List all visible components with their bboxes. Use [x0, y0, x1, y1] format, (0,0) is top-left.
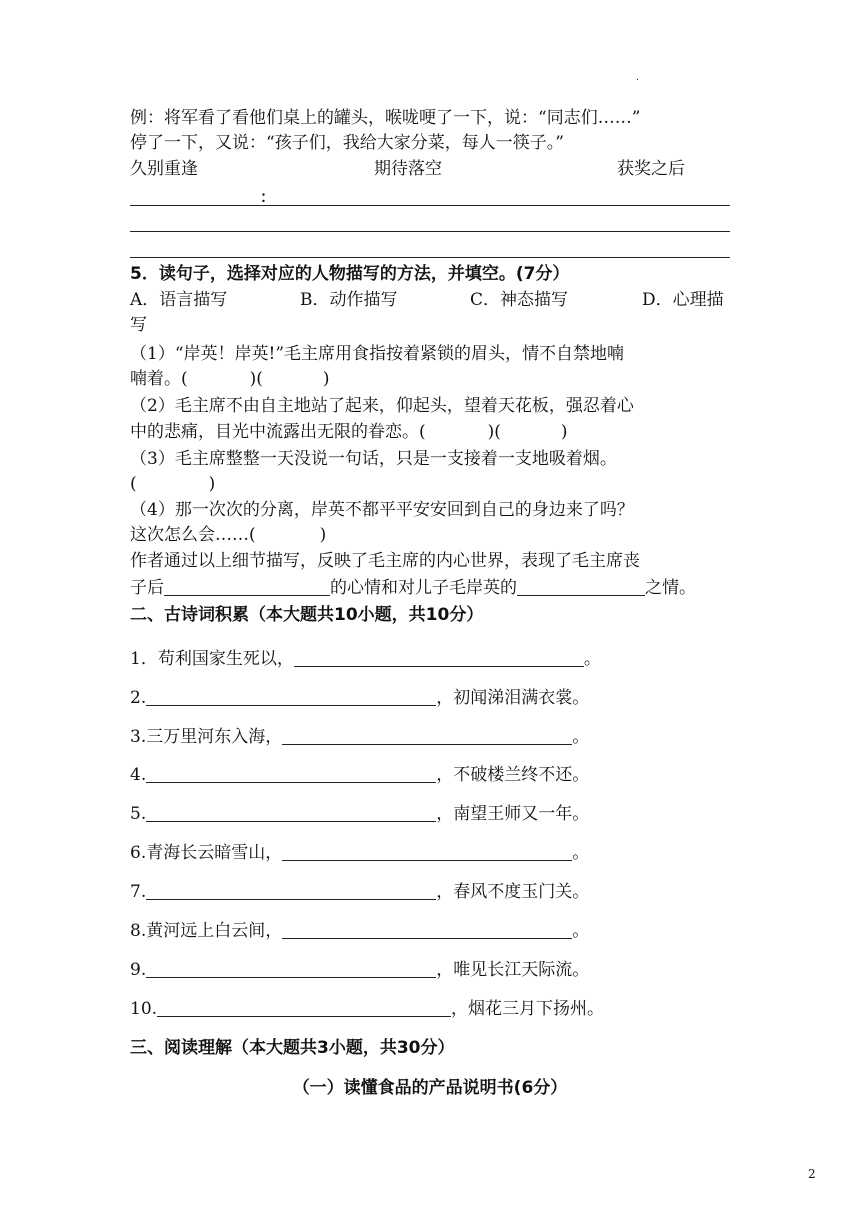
q5-sentence-4a: （4）那一次次的分离，岸英不都平平安安回到自己的身边来了吗？ [130, 500, 634, 520]
poem-item-given-line: 三万里河东入海， [146, 727, 283, 747]
poem-item-given-text: 。 [572, 843, 590, 863]
poem-item-blank[interactable] [146, 961, 436, 978]
q5-s1-text: 喃着。( [130, 369, 188, 389]
q5-summary-blank-1[interactable] [164, 579, 330, 596]
poem-item-blank[interactable] [282, 844, 572, 861]
q5-option-d: D．心理描 [642, 290, 724, 310]
poem-item-blank[interactable] [146, 883, 436, 900]
poem-item-given-text: ，烟花三月下扬州。 [451, 999, 605, 1019]
q5-s1-paren-mid: )( [249, 369, 263, 389]
q5-option-wrap: 写 [130, 315, 147, 335]
poem-item-blank[interactable] [146, 689, 436, 706]
q5-s3-paren-close: ) [208, 474, 216, 494]
poem-item [130, 961, 589, 979]
poem-item [130, 689, 589, 707]
poem-item-number: 3. [130, 727, 147, 747]
top-dot: . [636, 73, 639, 83]
poem-item-number: 5. [130, 804, 147, 824]
poem-item [130, 883, 589, 901]
q5-option-b: B．动作描写 [300, 290, 398, 310]
q5-s3-text: ( [130, 474, 137, 494]
poem-item-number: 10. [130, 999, 158, 1019]
poem-item-number: 8. [130, 921, 147, 941]
poem-item [130, 1000, 604, 1018]
answer-line-1[interactable] [130, 205, 730, 206]
q5-sentence-1a: （1）“岸英！岸英!”毛主席用食指按着紧锁的眉头，情不自禁地喃 [130, 344, 625, 364]
q5-s2-paren-close: ) [560, 422, 568, 442]
poem-item-given-text: 。 [583, 649, 601, 669]
poem-item [130, 922, 589, 940]
q5-sentence-3b [130, 476, 215, 493]
section-3-subtitle: （一）读懂食品的产品说明书(6分） [292, 1078, 568, 1098]
theme-3: 获奖之后 [617, 159, 685, 179]
answer-line-2[interactable] [130, 231, 730, 232]
poem-item [130, 650, 601, 668]
q5-s2-text: 中的悲痛，目光中流露出无限的眷恋。( [130, 422, 426, 442]
q5-sentence-4b [130, 527, 326, 544]
poem-item-number: 4. [130, 765, 147, 785]
poem-item [130, 766, 589, 784]
poem-item-given-text: ，唯见长江天际流。 [436, 960, 590, 980]
q5-sentence-2a: （2）毛主席不由自主地站了起来，仰起头，望着天花板，强忍着心 [130, 396, 634, 416]
poem-item-number: 9. [130, 960, 147, 980]
page-number: 2 [808, 1167, 816, 1181]
poem-item-blank[interactable] [294, 650, 584, 667]
poem-item [130, 728, 589, 746]
q5-s4-paren-close: ) [319, 525, 327, 545]
poem-item-blank[interactable] [157, 1000, 451, 1017]
poem-item-given-text: 。 [572, 727, 590, 747]
q5-summary-blank-2[interactable] [517, 579, 645, 596]
q5-s1-paren-close: ) [322, 369, 330, 389]
example-line-2: 停了一下，又说：“孩子们，我给大家分菜，每人一筷子。” [130, 133, 564, 153]
example-line-1: 例：将军看了看他们桌上的罐头，喉咙哽了一下，说：“同志们……” [130, 108, 641, 128]
poem-item [130, 844, 589, 862]
q5-sentence-3a: （3）毛主席整整一天没说一句话，只是一支接着一支地吸着烟。 [130, 449, 617, 469]
poem-item-given-text: ，不破楼兰终不还。 [436, 765, 590, 785]
poem-item-number: 7. [130, 882, 147, 902]
theme-2: 期待落空 [374, 159, 442, 179]
poem-item-blank[interactable] [282, 728, 572, 745]
q5-s2-paren-mid: )( [487, 422, 501, 442]
poem-item-blank[interactable] [146, 766, 436, 783]
poem-item [130, 805, 589, 823]
q5-option-c: C．神态描写 [470, 290, 569, 310]
q5-sentence-1b [130, 371, 330, 388]
q5-summary-1: 作者通过以上细节描写，反映了毛主席的内心世界，表现了毛主席丧 [130, 551, 640, 571]
answer-line-3[interactable] [130, 257, 730, 258]
q5-title: 5．读句子，选择对应的人物描写的方法，并填空。(7分） [130, 264, 570, 284]
poem-item-given-line: 黄河远上白云间， [146, 921, 283, 941]
q5-summary-text-b: 的心情和对儿子毛岸英的 [330, 578, 517, 598]
poem-item-number: 2. [130, 688, 147, 708]
section-2-title: 二、古诗词积累（本大题共10小题，共10分） [130, 605, 484, 625]
section-3-title: 三、阅读理解（本大题共3小题，共30分） [130, 1038, 455, 1058]
poem-item-given-text: ，南望王师又一年。 [436, 804, 590, 824]
poem-item-given-text: 。 [572, 921, 590, 941]
poem-item-number: 6. [130, 843, 147, 863]
q5-option-a: A．语言描写 [130, 290, 228, 310]
poem-item-number: 1． [130, 649, 158, 669]
poem-item-given-line: 苟利国家生死以， [157, 649, 294, 669]
q5-summary-2 [130, 579, 696, 597]
q5-summary-text-a: 子后 [130, 578, 164, 598]
poem-item-given-text: ，初闻涕泪满衣裳。 [436, 688, 590, 708]
poem-item-given-text: ，春风不度玉门关。 [436, 882, 590, 902]
poem-item-given-line: 青海长云暗雪山， [146, 843, 283, 863]
q5-sentence-2b [130, 424, 568, 441]
theme-1: 久别重逢 [130, 159, 198, 179]
poem-item-blank[interactable] [146, 805, 436, 822]
q5-summary-text-c: 之情。 [645, 578, 696, 598]
answer-colon: ： [260, 188, 276, 206]
q5-s4-text: 这次怎么会……( [130, 525, 256, 545]
poem-item-blank[interactable] [282, 922, 572, 939]
